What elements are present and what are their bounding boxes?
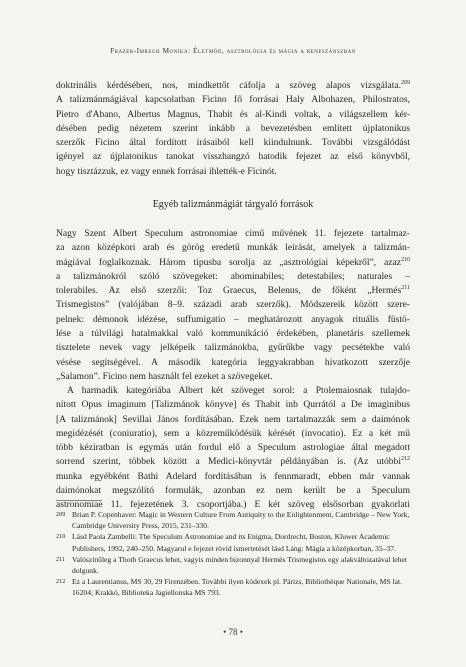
section-heading: Egyéb talizmánmágiát tárgyaló források — [152, 199, 314, 210]
body-line: A harmadik kategóriába Albert két szöveget sorol: a Ptolemaiosnak tulajdo- — [67, 385, 410, 396]
footnote-text: Brian P. Copenhaver: Magic in Western Culture From Antiquity to the Enlightenment, Cambridge – New York, Cambridge University Press, 2015, 231–330. — [72, 510, 410, 531]
footnotes — [56, 509, 410, 599]
footnote — [56, 531, 410, 553]
body-line: munka egyébként Bathi Adelard fordításában is fennmaradt, ebben már vannak — [56, 470, 410, 482]
body-line: több kéziratban is egymás után fordul elő a Speculum astrologiae által megadott — [56, 442, 410, 454]
footnote — [56, 576, 410, 598]
body-line: désében pedig nézetem szerint inkább a bevezetésben említett újplatonikus — [56, 122, 410, 134]
body-line: pelnek: démonok idézése, suffumigatio – meghatározott anyagok rituális füstö- — [56, 313, 410, 325]
footnote-text: Valószínűleg a Thoth Graecus lehet, vagyis minden bizonnyal Hermés Trismegistos egy alakváltozatával lehet dolgunk. — [72, 554, 407, 576]
body-line: Nagy Szent Albert Speculum astronomiae című művének 11. fejezete tartalmaz- — [56, 228, 410, 239]
body-line: igényel az újplatonikus tanokat visszhangzó hatodik fejezet az első könyvből, — [56, 151, 410, 163]
body-line: megidézését (coniuratio), sem a közreműködésük kérését (invocatio). Ez a két mű — [56, 427, 410, 439]
footnote-text: Lásd Paola Zambelli: The Speculum Astronomiae and its Enigma, Dordrecht, Boston, Kluwer Academic Publishers, 1992, 240–250. Magyarul e fejezet rövid ismertetését lásd Láng: Mágia a középkorban, 35–37. — [72, 532, 396, 553]
footnote-number: 209 — [56, 511, 66, 518]
body-line: astronomiae 11. fejezetének 3. csoportjába.) E két szöveg elsősorban gyakorlati — [56, 499, 410, 511]
footnote-number: 210 — [56, 533, 66, 541]
footnote-divider — [56, 500, 102, 501]
body-line: za azon középkori arab és görög eredetű munkák leírását, amelyek a talizmán- — [56, 242, 410, 254]
body-line: hogy tisztázzuk, ez vagy ennek forrásai ihlették-e Ficinót. — [56, 165, 277, 177]
page-number: • 78 • — [223, 627, 243, 637]
body-line: „Salamon”. Ficino nem használt fel ezeket a szövegeket. — [56, 370, 273, 382]
body-line: [A talizmánok] Sevillai János fordításában. Ezek nem tartalmazzák sem a daimónok — [56, 413, 410, 425]
body-line: nított Opus imaginum [Talizmánok könyve] és Thabit inb Qurrától a De imaginibus — [56, 399, 410, 411]
paragraph-1 — [56, 79, 410, 179]
footnote-ref-212[interactable]: 212 — [401, 456, 410, 463]
footnote-number: 212 — [56, 578, 66, 586]
body-line: tolerabiles. Az első szerzői: Toz Graecus, Belenus, de főként „Hermés$^{211}$ — [56, 285, 410, 297]
body-line: doktrinális kérdésében, nos, mindkettőt cáfolja a szöveg alapos vizsgálata.$^{209}$ — [56, 79, 410, 91]
body-line: szerzők Ficino által fordított írásaiból kell kiindulnunk. További vizsgálódást — [56, 137, 410, 149]
body-line: Trismegistos” (valójában 8–9. századi arab szerzők). Módszereik között szere- — [56, 299, 410, 311]
body-line: lése a túlvilági hatalmakkal való kommunikáció érdekében, planetáris szellemek — [56, 328, 410, 340]
body-line: sorrend szerint, többek között a Medici-könyvtár példányában is. (Az utóbbi$^{212}$ — [56, 456, 410, 468]
body-line: tisztelete nevek vagy jelképeik talizmánokba, gyűrűkbe vagy pecsétekbe való — [56, 342, 410, 354]
body-line: mágiával foglalkoznak. Három típusba sorolja az „asztrológiai képekről”, azaz$^{210}$ — [56, 256, 410, 268]
body-line: A talizmánmágiával kapcsolatban Ficino fő forrásai Haly Albohazen, Philostratos, — [56, 94, 410, 106]
body-line: a talizmánokról szóló szövegeket: abominabiles; detestabiles; naturales – — [56, 270, 410, 282]
footnote — [56, 554, 410, 576]
body-line: daimónokat megszólító formulák, azonban ez nem került be a Speculum — [56, 485, 410, 497]
running-head: Frazer-Imregh Monika: Életmód, asztrológia és mágia a reneszánszban — [110, 46, 356, 55]
footnote-ref-210[interactable]: 210 — [401, 256, 410, 263]
body-line: vésése segítségével. A második kategória leggyakrabban hivatkozott szerzője — [56, 356, 410, 368]
footnote-ref-209[interactable]: 209 — [401, 79, 410, 86]
footnote-text: Ez a Laurentianus, MS 30, 29 Firenzében. További ilyen kódexek pl. Párizs, Bibliothèque Nationale, MS lat. 16204; Krakkó, Biblioteka Jagiellonska MS 793. — [72, 577, 403, 598]
paragraph-3 — [56, 384, 410, 513]
footnote — [56, 509, 410, 531]
paragraph-2 — [56, 227, 410, 384]
body-line: Pietro d'Abano, Albertus Magnus, Thabit és al-Kindi voltak, a világszellem kér- — [56, 108, 410, 120]
footnote-ref-211[interactable]: 211 — [401, 285, 410, 292]
footnote-number: 211 — [56, 555, 66, 563]
